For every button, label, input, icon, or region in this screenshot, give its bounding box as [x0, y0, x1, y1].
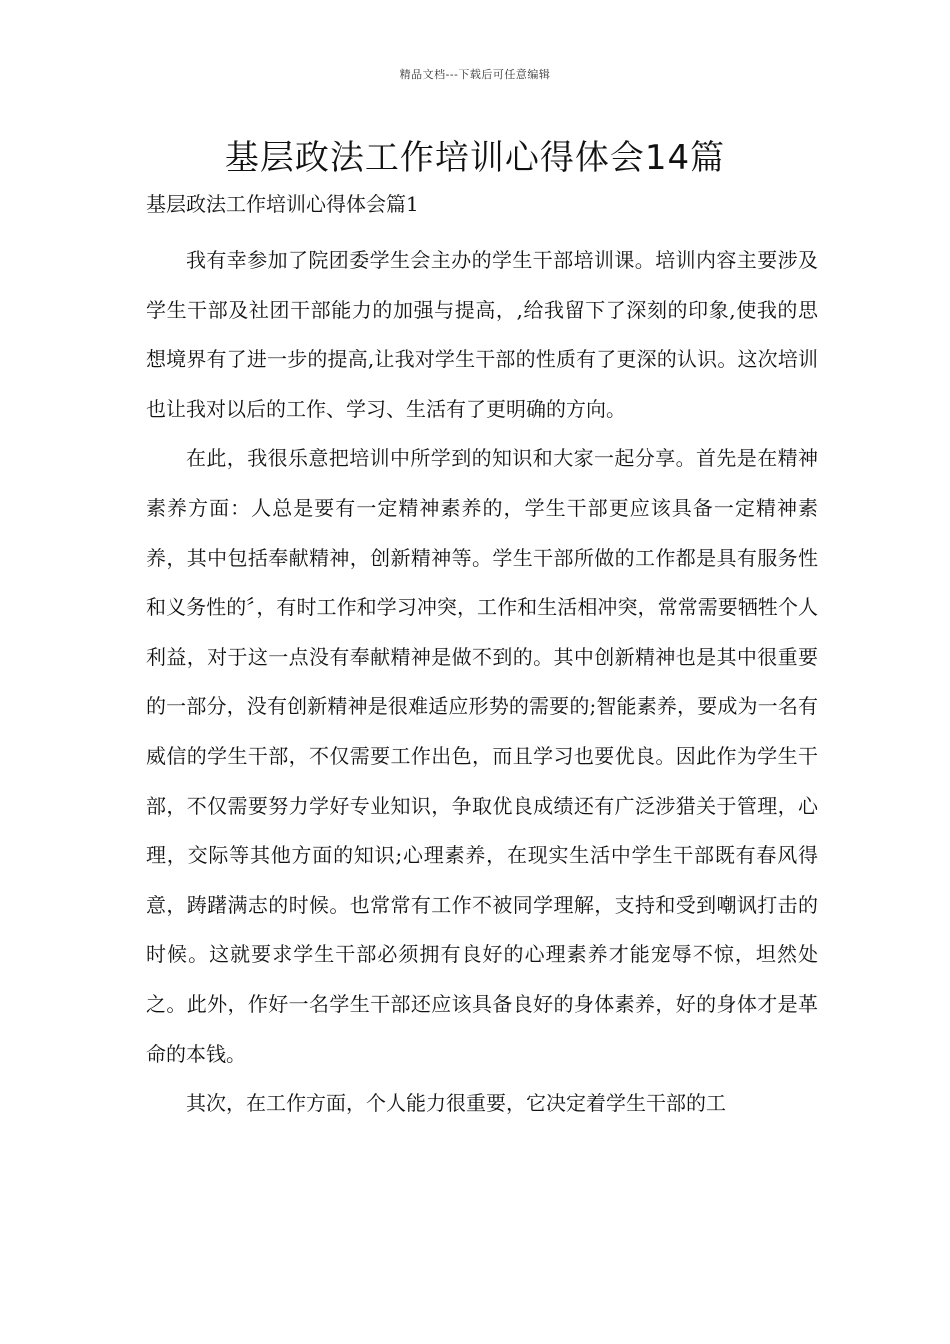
header-note: 精品文档---下载后可任意编辑 — [399, 68, 551, 81]
paragraph-1: 我有幸参加了院团委学生会主办的学生干部培训课。培训内容主要涉及学生干部及社团干部能力的加强与提高，,给我留下了深刻的印象,使我的思想境界有了进一步的提高,让我对学生干部的性质有了更深的认识。这次培训也让我对以后的工作、学习、生活有了更明确的方向。 — [146, 248, 818, 421]
body-text — [146, 236, 818, 1129]
paragraph-2: 在此，我很乐意把培训中所学到的知识和大家一起分享。首先是在精神素养方面：人总是要有一定精神素养的，学生干部更应该具备一定精神素养，其中包括奉献精神，创新精神等。学生干部所做的工作都是具有服务性和义务性的〞，有时工作和学习冲突，工作和生活相冲突，常常需要牺牲个人利益，对于这一点没有奉献精神是做不到的。其中创新精神也是其中很重要的一部分，没有创新精神是很难适应形势的需要的;智能素养，要成为一名有威信的学生干部，不仅需要工作出色，而且学习也要优良。因此作为学生干部，不仅需要努力学好专业知识，争取优良成绩还有广泛涉猎关于管理，心理，交际等其他方面的知识;心理素养，在现实生活中学生干部既有春风得意，踌躇满志的时候。也常常有工作不被同学理解，支持和受到嘲讽打击的时候。这就要求学生干部必须拥有良好的心理素养才能宠辱不惊，坦然处之。此外，作好一名学生干部还应该具备良好的身体素养，好的身体才是革命的本钱。 — [146, 446, 818, 1066]
paragraph-3: 其次，在工作方面，个人能力很重要，它决定着学生干部的工 — [186, 1091, 726, 1116]
section-heading: 基层政法工作培训心得体会篇1 — [146, 192, 419, 216]
document-title: 基层政法工作培训心得体会14篇 — [224, 138, 726, 178]
